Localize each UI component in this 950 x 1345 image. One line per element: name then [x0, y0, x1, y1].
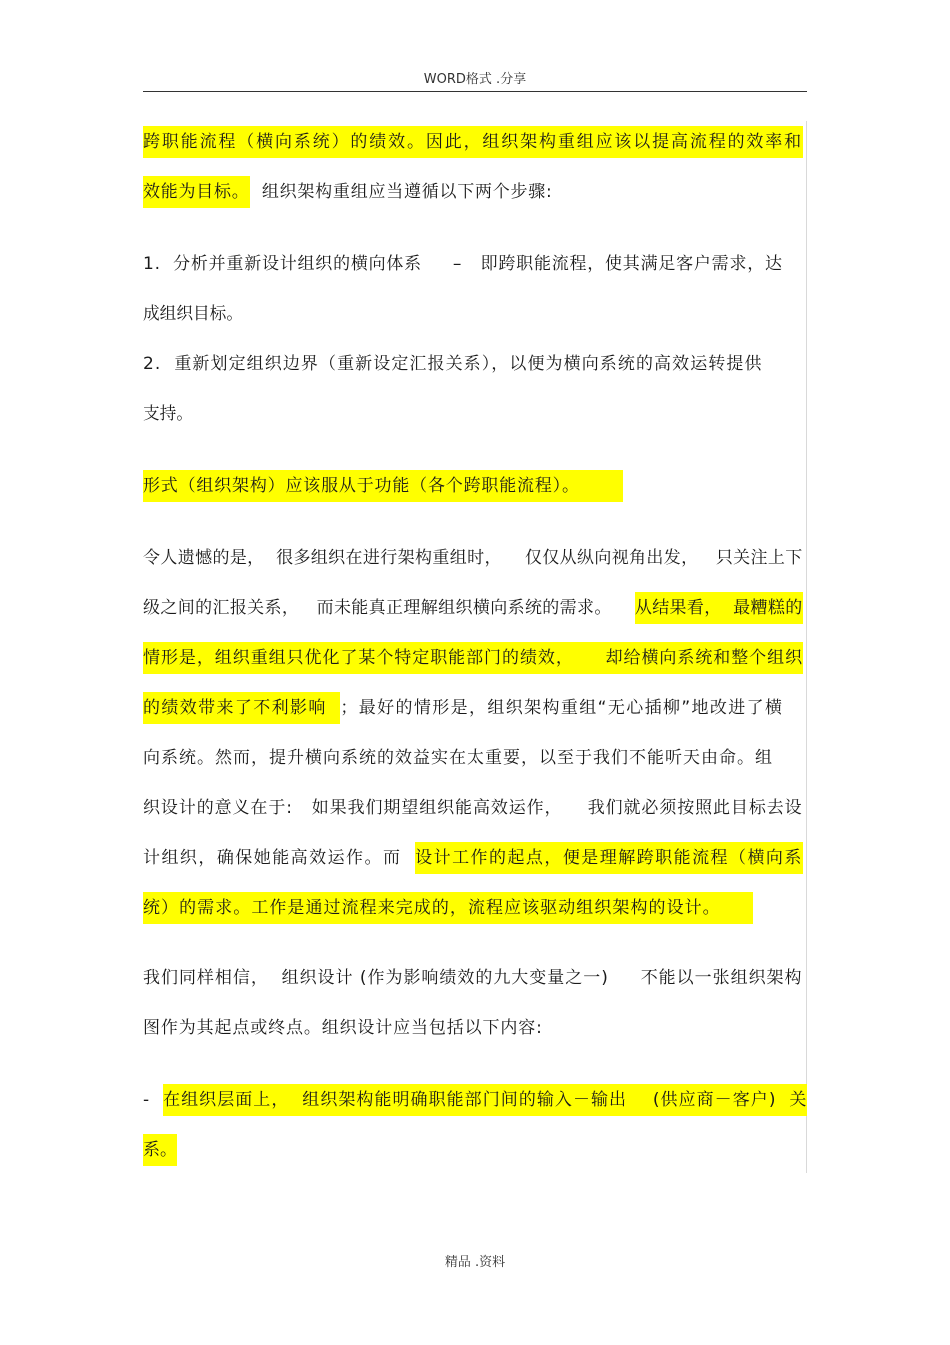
- text-line: [143, 176, 553, 208]
- text-segment: 级之间的汇报关系， 而未能真正理解组织横向系统的需求。: [143, 598, 635, 618]
- text-segment: 组织架构重组应当遵循以下两个步骤:: [249, 182, 553, 202]
- page-footer: 精品 .资料: [444, 1255, 506, 1270]
- highlighted-text: 系。: [143, 1134, 177, 1166]
- highlighted-text: 效能为目标。: [143, 176, 250, 208]
- highlighted-text: 设计工作的起点，便是理解跨职能流程（横向系: [415, 842, 803, 874]
- text-line: [143, 1012, 543, 1044]
- text-segment: 我们同样相信， 组织设计 (作为影响绩效的九大变量之一) 不能以一张组织架构: [143, 968, 803, 988]
- text-line: [143, 1134, 177, 1166]
- text-segment: 2. 重新划定组织边界（重新设定汇报关系），以便为横向系统的高效运转提供: [143, 354, 763, 374]
- highlighted-text: 统）的需求。工作是通过流程来完成的，流程应该驱动组织架构的设计。: [143, 892, 753, 924]
- text-line: [143, 248, 783, 280]
- header-rule: [143, 91, 807, 92]
- text-line: [143, 298, 243, 330]
- highlighted-text: 跨职能流程（横向系统）的绩效。因此，组织架构重组应该以提高流程的效率和: [143, 126, 803, 158]
- highlighted-text: 形式（组织架构）应该服从于功能（各个跨职能流程）。: [143, 470, 623, 502]
- text-segment: 1. 分析并重新设计组织的横向体系 – 即跨职能流程，使其满足客户需求，达: [143, 254, 783, 274]
- highlighted-text: 情形是，组织重组只优化了某个特定职能部门的绩效， 却给横向系统和整个组织: [143, 642, 803, 674]
- text-segment: 令人遗憾的是， 很多组织在进行架构重组时， 仅仅从纵向视角出发， 只关注上下: [143, 548, 803, 568]
- text-line: [143, 692, 783, 724]
- text-segment: 支持。: [143, 404, 193, 424]
- text-line: [143, 126, 803, 158]
- text-line: [143, 592, 803, 624]
- text-segment: 图作为其起点或终点。组织设计应当包括以下内容:: [143, 1018, 543, 1038]
- text-line: [143, 742, 773, 774]
- text-line: [143, 842, 803, 874]
- highlighted-text: 的绩效带来了不利影响: [143, 692, 340, 724]
- text-line: [143, 348, 763, 380]
- text-line: [143, 792, 803, 824]
- text-line: [143, 962, 803, 994]
- text-segment: 织设计的意义在于: 如果我们期望组织能高效运作， 我们就必须按照此目标去设: [143, 798, 803, 818]
- text-line: [143, 1084, 807, 1116]
- highlighted-text: 从结果看， 最糟糕的: [635, 592, 803, 624]
- text-line: [143, 398, 193, 430]
- text-segment: 成组织目标。: [143, 304, 243, 324]
- text-line: [143, 542, 803, 574]
- text-line: [143, 642, 803, 674]
- highlighted-text: 在组织层面上， 组织架构能明确职能部门间的输入－输出 (供应商－客户) 关: [163, 1084, 807, 1116]
- text-segment: -: [143, 1090, 164, 1110]
- page-header: WORD格式 .分享: [423, 72, 527, 87]
- text-line: [143, 892, 753, 924]
- text-line: [143, 470, 623, 502]
- text-segment: ；最好的情形是，组织架构重组“无心插柳”地改进了横: [340, 698, 784, 718]
- page-border-right: [806, 121, 807, 1173]
- text-segment: 计组织，确保她能高效运作。而: [143, 848, 416, 868]
- text-segment: 向系统。然而，提升横向系统的效益实在太重要，以至于我们不能听天由命。组: [143, 748, 773, 768]
